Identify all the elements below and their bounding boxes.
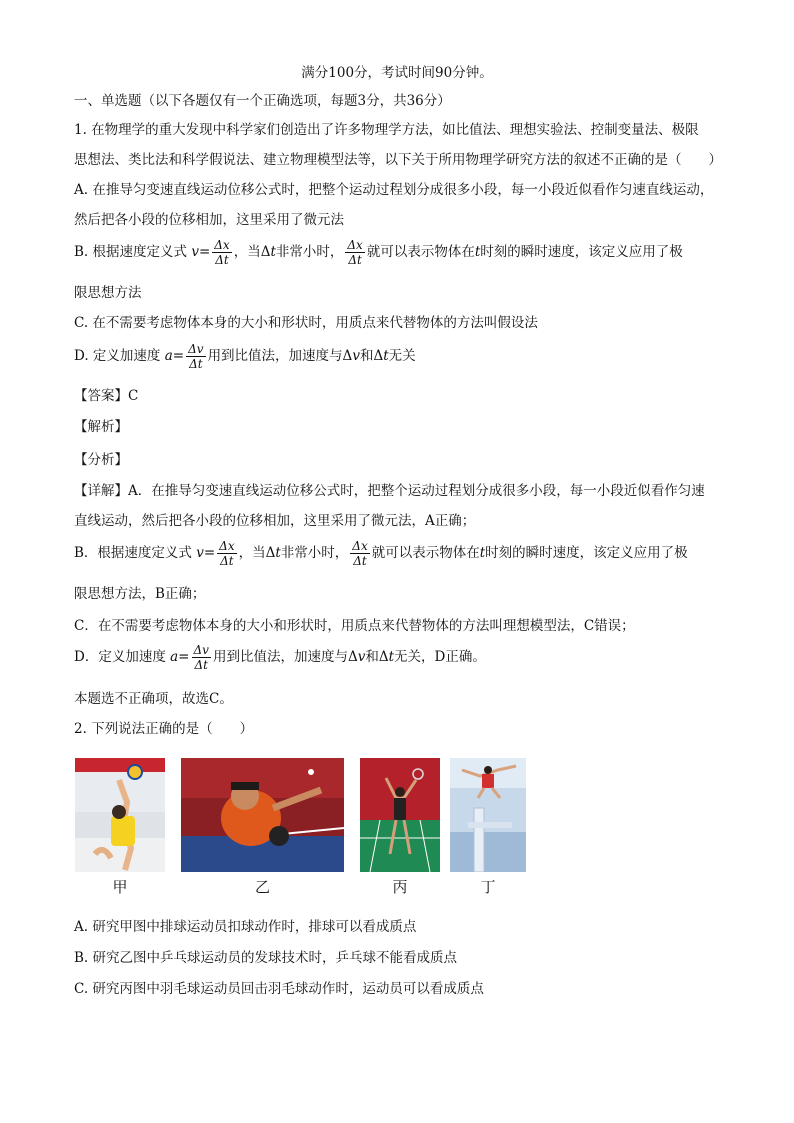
q1-stem-line1: 1. 在物理学的重大发现中科学家们创造出了许多物理学方法，如比值法、理想实验法、控制变量法、极限 xyxy=(74,122,699,138)
q1-option-b-text4: 就可以表示物体在 xyxy=(366,244,475,260)
detail-b-line2: 限思想方法，B正确； xyxy=(74,586,206,602)
table-tennis-photo xyxy=(181,758,344,872)
var-t: t xyxy=(270,244,276,260)
frac-num: Δx xyxy=(214,238,230,252)
q2-option-a: A. 研究甲图中排球运动员扣球动作时，排球可以看成质点 xyxy=(74,919,417,935)
var-t: t xyxy=(479,545,486,561)
volleyball-photo xyxy=(75,758,165,872)
frac-num: Δx xyxy=(352,539,368,553)
detail-d-text4: 无关，D正确。 xyxy=(394,649,486,665)
fraction-dx-dt xyxy=(350,539,369,568)
frac-den: Δt xyxy=(215,253,229,267)
q1-option-b-text1: B. 根据速度定义式 xyxy=(74,244,188,260)
frac-den: Δt xyxy=(194,658,208,672)
velocity-eq: v= xyxy=(196,545,216,561)
detail-b-line1 xyxy=(74,539,688,568)
analysis-label: 【解析】 xyxy=(74,419,128,435)
caption-jia: 甲 xyxy=(112,878,128,896)
q1-option-b-text2: ，当Δ xyxy=(233,244,271,260)
q1-option-b-line1 xyxy=(74,238,683,267)
detail-b-text2: ，当Δ xyxy=(238,545,276,561)
var-t: t xyxy=(275,545,281,561)
detail-d xyxy=(74,643,486,672)
detail-d-text2: 用到比值法，加速度与Δ xyxy=(212,649,358,665)
q2-option-b: B. 研究乙图中乒乓球运动员的发球技术时，乒乓球不能看成质点 xyxy=(74,950,458,966)
var-t: t xyxy=(383,348,389,364)
var-t: t xyxy=(388,649,395,665)
fraction-dx-dt xyxy=(345,238,364,267)
frac-den: Δt xyxy=(220,554,234,568)
section-title: 一、单选题（以下各题仅有一个正确选项，每题3分，共36分） xyxy=(74,93,451,109)
q1-option-a-line2: 然后把各小段的位移相加，这里采用了微元法 xyxy=(74,212,344,228)
var-t: t xyxy=(474,244,481,260)
detail-line2: 直线运动，然后把各小段的位移相加，这里采用了微元法，A正确； xyxy=(74,513,476,529)
badminton-photo xyxy=(360,758,440,872)
q1-option-d-text3: 和Δ xyxy=(359,348,384,364)
detail-b-text5: 时刻的瞬时速度，该定义应用了极 xyxy=(485,545,688,561)
q2-option-c: C. 研究丙图中羽毛球运动员回击羽毛球动作时，运动员可以看成质点 xyxy=(74,981,484,997)
q2-stem: 2. 下列说法正确的是（ ） xyxy=(74,721,254,737)
q1-stem-line2: 思想法、类比法和科学假说法、建立物理模型法等，以下关于所用物理学研究方法的叙述不正确的是（ ） xyxy=(74,152,722,168)
fraction-dx-dt xyxy=(217,539,236,568)
detail-line1: 【详解】A．在推导匀变速直线运动位移公式时，把整个运动过程划分成很多小段，每一小段近似看作匀速 xyxy=(74,483,705,499)
q1-option-d-text2: 用到比值法，加速度与Δ xyxy=(207,348,353,364)
fraction-dv-dt xyxy=(192,643,211,672)
frac-num: Δv xyxy=(188,342,204,356)
q1-option-b-text5: 时刻的瞬时速度，该定义应用了极 xyxy=(480,244,683,260)
caption-ding: 丁 xyxy=(480,878,496,896)
fraction-dx-dt xyxy=(212,238,231,267)
q1-option-d xyxy=(74,342,416,371)
detail-b-text1: B．根据速度定义式 xyxy=(74,545,192,561)
frac-den: Δt xyxy=(348,253,362,267)
caption-bing: 丙 xyxy=(392,878,408,896)
detail-b-text4: 就可以表示物体在 xyxy=(371,545,480,561)
q1-option-a-line1: A. 在推导匀变速直线运动位移公式时，把整个运动过程划分成很多小段，每一小段近似看作匀速直线运动， xyxy=(74,182,714,198)
q1-option-d-text4: 无关 xyxy=(388,348,416,364)
detail-c: C．在不需要考虑物体本身的大小和形状时，用质点来代替物体的方法叫理想模型法，C错误； xyxy=(74,618,635,634)
frac-den: Δt xyxy=(189,357,203,371)
answer-label: 【答案】C xyxy=(74,388,139,404)
detail-d-text1: D．定义加速度 xyxy=(74,649,166,665)
q1-option-c: C. 在不需要考虑物体本身的大小和形状时，用质点来代替物体的方法叫假设法 xyxy=(74,315,538,331)
var-v: v xyxy=(357,649,366,665)
conclusion: 本题选不正确项，故选C。 xyxy=(74,691,233,707)
frac-num: Δx xyxy=(219,539,235,553)
frac-num: Δx xyxy=(347,238,363,252)
velocity-eq: v= xyxy=(191,244,211,260)
q1-option-b-line2: 限思想方法 xyxy=(74,285,142,301)
q1-option-d-text1: D. 定义加速度 xyxy=(74,348,161,364)
frac-num: Δv xyxy=(193,643,209,657)
fenxi-label: 【分析】 xyxy=(74,452,128,468)
exam-info: 满分100分，考试时间90分钟。 xyxy=(301,65,493,81)
detail-b-text3: 非常小时， xyxy=(280,545,349,561)
q1-option-b-text3: 非常小时， xyxy=(275,244,344,260)
var-v: v xyxy=(352,348,360,364)
accel-eq: a= xyxy=(164,348,185,364)
caption-yi: 乙 xyxy=(254,878,270,896)
fraction-dv-dt xyxy=(186,342,205,371)
detail-d-text3: 和Δ xyxy=(365,649,389,665)
gymnastics-photo xyxy=(450,758,526,872)
frac-den: Δt xyxy=(353,554,367,568)
accel-eq: a= xyxy=(170,649,190,665)
